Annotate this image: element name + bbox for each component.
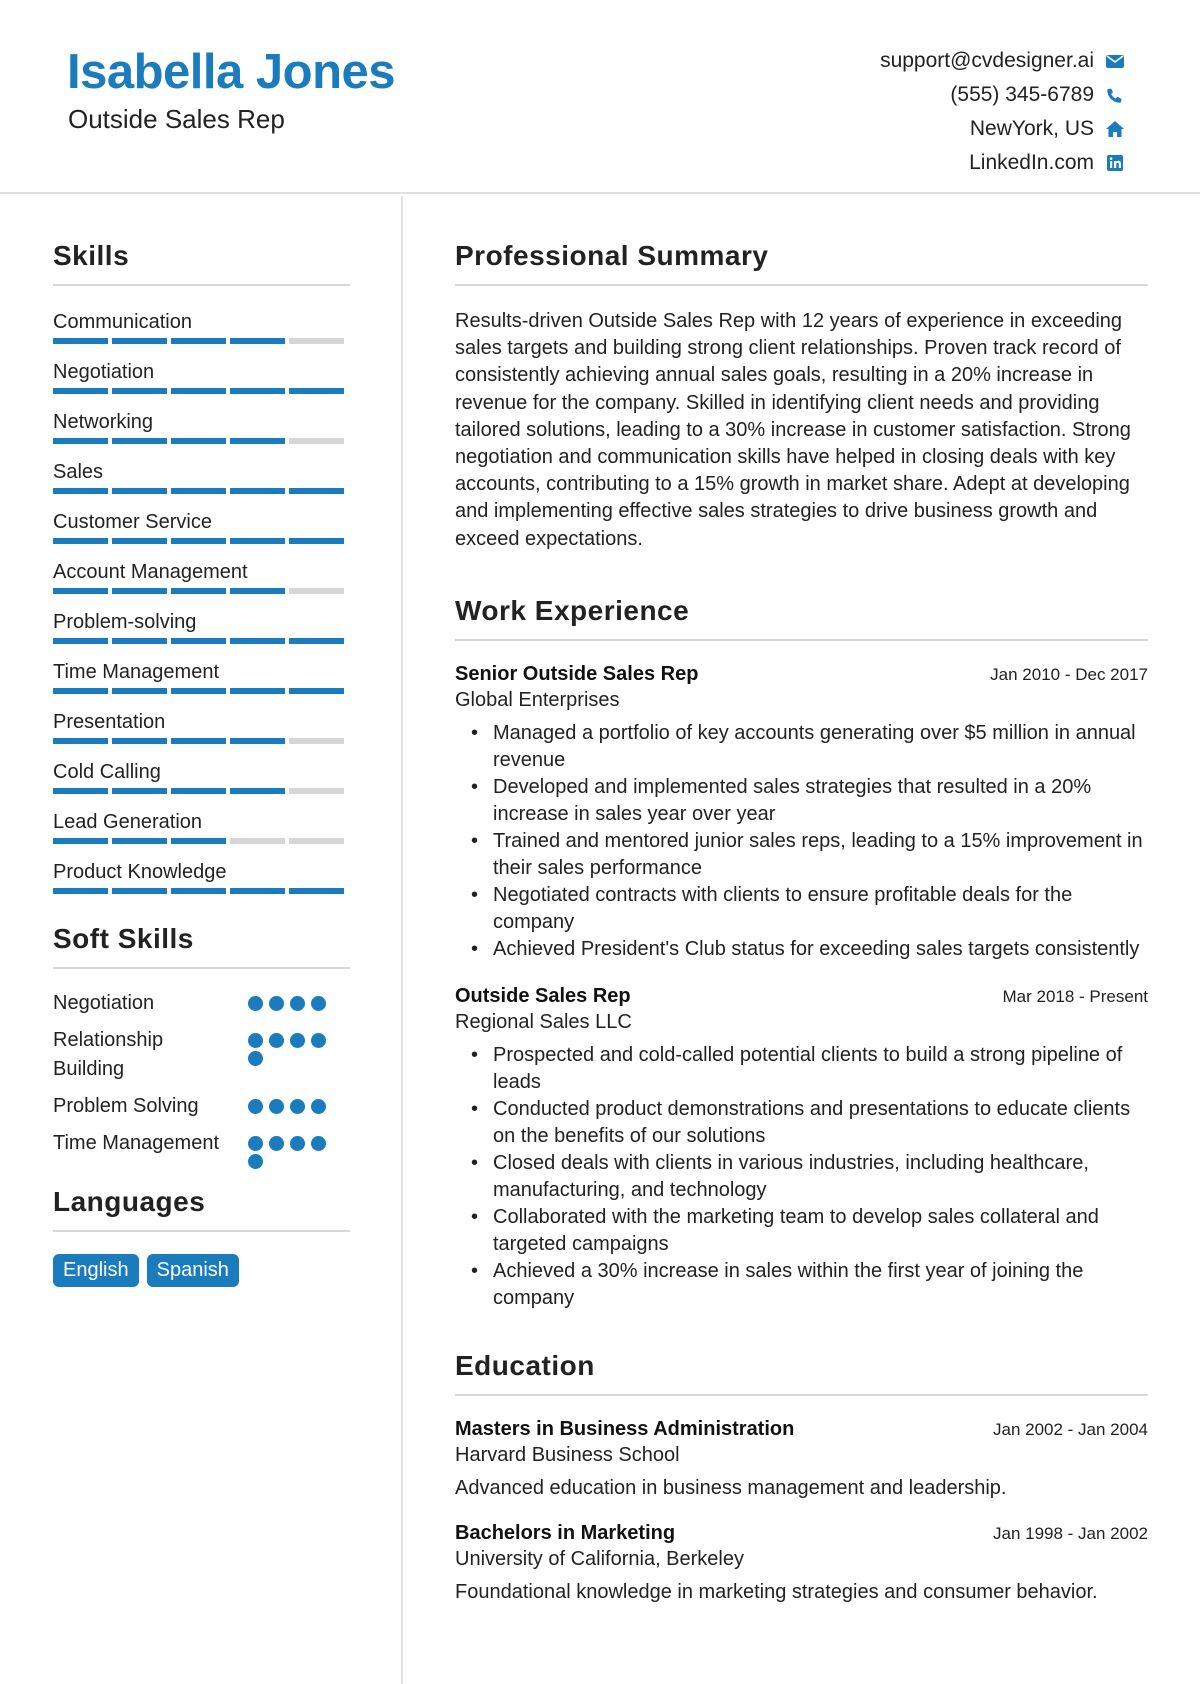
rating-dot [311,1033,326,1048]
rating-dot [269,1033,284,1048]
soft-skill-item [53,1092,350,1121]
rating-dot [269,1136,284,1151]
skill-name: Problem-solving [53,611,197,633]
skill-level-bar [53,538,350,544]
skill-level-segment [53,838,108,844]
skill-level-segment [289,338,344,344]
education-heading: Education [455,1349,595,1381]
job-company: Global Enterprises [455,688,620,711]
education-school: University of California, Berkeley [455,1547,744,1570]
skill-level-segment [230,888,285,894]
rating-dot [248,1099,263,1114]
skill-level-bar [53,638,350,644]
job-role: Senior Outside Sales Rep [455,662,699,685]
education-degree: Masters in Business Administration [455,1417,795,1440]
soft-skill-item [53,1026,350,1084]
skill-level-segment [230,488,285,494]
experience-rule [455,639,1148,641]
bullet-item: • Achieved a 30% increase in sales within the first year of joining the company [493,1258,1148,1312]
rating-dot [248,1154,263,1169]
skill-level-bar [53,388,350,394]
skill-level-segment [53,588,108,594]
education-list [455,1418,1148,1604]
contact-linkedin[interactable] [706,146,1126,180]
rating-dot [290,1136,305,1151]
job-role: Outside Sales Rep [455,984,631,1007]
skill-item [53,409,350,459]
skill-level-segment [112,438,167,444]
job-header [455,663,1148,686]
rating-dot [290,1099,305,1114]
education-rule [455,1394,1148,1396]
skill-level-segment [112,488,167,494]
main-content [455,240,1148,1604]
skill-level-segment [230,538,285,544]
skill-level-segment [53,688,108,694]
skill-level-bar [53,888,350,894]
skills-rule [53,284,350,286]
skill-name: Product Knowledge [53,861,227,883]
skill-item [53,709,350,759]
skill-name: Presentation [53,711,166,733]
rating-dot [290,996,305,1011]
contact-email[interactable] [706,44,1126,78]
skill-level-segment [230,788,285,794]
skill-level-segment [112,638,167,644]
skill-level-segment [112,688,167,694]
experience-heading: Work Experience [455,594,690,626]
job-bullets [455,1042,1148,1312]
skill-level-bar [53,738,350,744]
skill-name: Negotiation [53,361,155,383]
skill-level-segment [230,438,285,444]
soft-skill-rating [248,1099,338,1117]
skill-level-segment [53,538,108,544]
skill-level-segment [289,888,344,894]
bullet-item: • Prospected and cold-called potential clients to build a strong pipeline of leads [493,1042,1148,1096]
soft-skill-item [53,1129,350,1158]
contact-block [706,44,1126,180]
skill-name: Cold Calling [53,761,161,783]
rating-dot [311,1099,326,1114]
summary-heading: Professional Summary [455,240,769,271]
skill-level-bar [53,838,350,844]
bullet-item: • Developed and implemented sales strategies that resulted in a 20% increase in sales year over year [493,774,1148,828]
skill-level-segment [171,588,226,594]
skill-level-segment [230,588,285,594]
skill-item [53,559,350,609]
rating-dot [269,996,284,1011]
phone-icon [1104,84,1126,106]
job-header [455,985,1148,1008]
linkedin-icon [1104,152,1126,174]
skill-item [53,359,350,409]
education-dates: Jan 2002 - Jan 2004 [992,1419,1148,1439]
job-company: Regional Sales LLC [455,1010,632,1033]
contact-phone[interactable] [706,78,1126,112]
resume-header [0,0,1200,194]
job-dates: Jan 2010 - Dec 2017 [990,664,1148,684]
soft-skills-heading: Soft Skills [53,923,194,954]
skill-level-segment [112,888,167,894]
rating-dot [248,1136,263,1151]
skill-name: Networking [53,411,154,433]
skill-level-segment [53,488,108,494]
experience-list [455,663,1148,1312]
education-entry [455,1522,1148,1604]
contact-phone-text: (555) 345-6789 [950,83,1094,106]
skill-level-segment [230,338,285,344]
job-dates: Mar 2018 - Present [1002,986,1148,1006]
skill-name: Sales [53,461,104,483]
soft-skill-name: Negotiation [53,992,155,1014]
skill-level-segment [171,788,226,794]
skill-level-segment [112,338,167,344]
bullet-item: • Trained and mentored junior sales reps, leading to a 15% improvement in their sales performance [493,828,1148,882]
education-header [455,1418,1148,1441]
bullet-item: • Achieved President's Club status for exceeding sales targets consistently [493,936,1148,963]
language-badge: English [53,1254,139,1287]
skill-level-bar [53,438,350,444]
skill-item [53,859,350,909]
skill-item [53,809,350,859]
skill-level-segment [289,488,344,494]
skill-level-segment [171,688,226,694]
contact-location-text: NewYork, US [969,117,1094,140]
soft-skill-item [53,989,350,1018]
sidebar [53,240,350,1287]
skill-level-segment [171,388,226,394]
contact-location [706,112,1126,146]
skill-item [53,459,350,509]
column-divider [401,196,403,1684]
skill-level-segment [112,838,167,844]
skill-level-segment [230,738,285,744]
rating-dot [290,1033,305,1048]
skills-list [53,309,350,909]
skill-level-bar [53,488,350,494]
skill-item [53,309,350,359]
skill-level-segment [171,488,226,494]
skill-level-segment [171,888,226,894]
education-school: Harvard Business School [455,1443,680,1466]
bullet-item: • Managed a portfolio of key accounts generating over $5 million in annual revenue [493,720,1148,774]
skill-level-segment [53,388,108,394]
soft-skill-name: Relationship Building [53,1029,164,1080]
skill-level-segment [171,438,226,444]
email-icon [1104,50,1126,72]
skill-level-segment [289,838,344,844]
skill-level-segment [53,738,108,744]
contact-email-text: support@cvdesigner.ai [880,49,1094,72]
skill-level-segment [230,638,285,644]
skill-level-segment [53,638,108,644]
rating-dot [248,1033,263,1048]
education-header [455,1522,1148,1545]
skill-level-segment [289,388,344,394]
skill-name: Customer Service [53,511,212,533]
rating-dot [248,996,263,1011]
candidate-title: Outside Sales Rep [68,104,285,134]
skill-level-segment [230,688,285,694]
job-entry [455,985,1148,1312]
rating-dot [269,1099,284,1114]
bullet-item: • Closed deals with clients in various industries, including healthcare, manufacturing, and technology [493,1150,1148,1204]
skill-name: Time Management [53,661,219,683]
skill-level-bar [53,688,350,694]
skill-level-segment [53,788,108,794]
education-description: Foundational knowledge in marketing strategies and consumer behavior. [455,1580,1098,1603]
skill-level-segment [289,438,344,444]
soft-skills-list [53,989,350,1158]
bullet-item: • Negotiated contracts with clients to ensure profitable deals for the company [493,882,1148,936]
soft-skill-name: Time Management [53,1132,219,1154]
rating-dot [311,1136,326,1151]
education-entry [455,1418,1148,1500]
skill-level-bar [53,788,350,794]
languages-rule [53,1230,350,1232]
skill-name: Lead Generation [53,811,203,833]
bullet-item: • Collaborated with the marketing team to develop sales collateral and targeted campaigns [493,1204,1148,1258]
summary-rule [455,284,1148,286]
skill-level-segment [230,838,285,844]
skill-level-segment [53,438,108,444]
job-bullets [455,720,1148,963]
skill-level-segment [112,788,167,794]
contact-linkedin-text: LinkedIn.com [969,151,1094,174]
skill-level-segment [171,738,226,744]
skill-level-segment [289,638,344,644]
bullet-item: • Conducted product demonstrations and presentations to educate clients on the benefits of our solutions [493,1096,1148,1150]
skill-item [53,759,350,809]
skill-level-segment [171,538,226,544]
skill-level-segment [53,888,108,894]
skill-level-segment [171,638,226,644]
languages-list [53,1254,350,1287]
education-degree: Bachelors in Marketing [455,1521,676,1544]
languages-heading: Languages [53,1186,206,1217]
soft-skill-rating [248,1136,338,1172]
skill-level-segment [289,788,344,794]
skill-name: Account Management [53,561,248,583]
skill-name: Communication [53,311,192,333]
skill-level-segment [289,588,344,594]
summary-text: Results-driven Outside Sales Rep with 12 years of experience in exceeding sales targets and building strong client relationships. Proven track record of consistently achieving annual sales goals, resulting in a 20% increase in revenue for the company. Skilled in identifying client needs and providing tailored solutions, leading to a 30% increase in customer satisfaction. Strong negotiation and communication skills have helped in closing deals with key accounts, contributing to a 15% growth in market share. Adept at developing and implementing effective sales strategies to drive business growth and exceed expectations. [455,310,1131,550]
skill-level-segment [112,588,167,594]
skill-level-segment [53,338,108,344]
skill-level-segment [112,388,167,394]
candidate-name: Isabella Jones [67,45,396,99]
soft-skill-name: Problem Solving [53,1095,199,1117]
skill-level-segment [171,338,226,344]
job-entry [455,663,1148,963]
skill-level-bar [53,338,350,344]
skill-item [53,509,350,559]
rating-dot [248,1051,263,1066]
soft-skills-rule [53,967,350,969]
skill-level-segment [289,538,344,544]
skill-level-segment [289,688,344,694]
skill-level-segment [289,738,344,744]
skill-level-segment [171,838,226,844]
skill-level-bar [53,588,350,594]
soft-skill-rating [248,996,338,1014]
skill-level-segment [112,738,167,744]
rating-dot [311,996,326,1011]
education-dates: Jan 1998 - Jan 2002 [992,1523,1148,1543]
skill-level-segment [230,388,285,394]
skill-level-segment [112,538,167,544]
skill-item [53,659,350,709]
skill-item [53,609,350,659]
home-icon [1104,118,1126,140]
soft-skill-rating [248,1033,338,1069]
skills-heading: Skills [53,240,130,271]
language-badge: Spanish [147,1254,239,1287]
education-description: Advanced education in business management and leadership. [455,1476,1007,1499]
